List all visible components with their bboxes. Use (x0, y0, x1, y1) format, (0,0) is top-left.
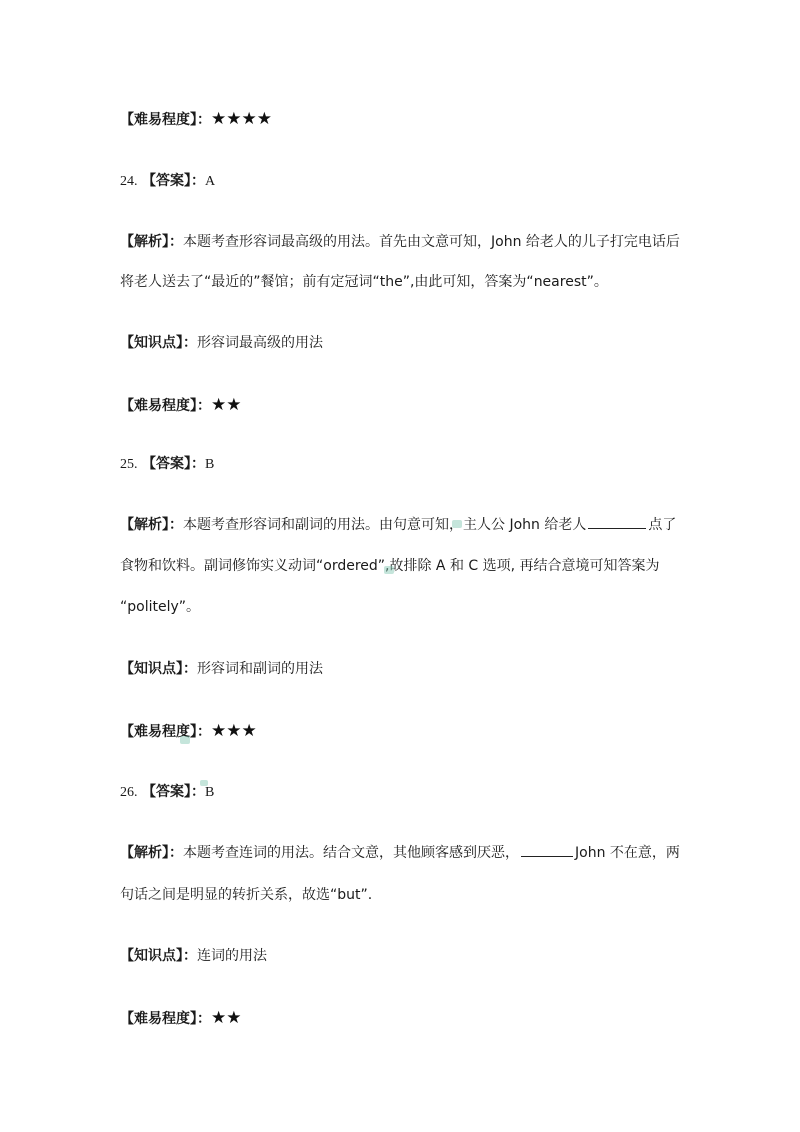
answer-row-24 (120, 170, 215, 192)
question-number: 24. (120, 174, 138, 189)
difficulty-label: 【难易程度】： (120, 1011, 211, 1027)
knowledge-text: 形容词最高级的用法 (197, 335, 323, 351)
analysis-text: 本题考查连词的用法。结合文意，其他顾客感到厌恶， (183, 845, 519, 861)
difficulty-row-26 (120, 1007, 241, 1029)
knowledge-row-26 (120, 945, 267, 967)
analysis-text: 将老人送去了“最近的”餐馆；前有定冠词“the”,由此可知，答案为“nearest”。 (120, 274, 608, 290)
analysis-row-25-1 (120, 514, 676, 536)
answer-value: A (204, 174, 216, 189)
difficulty-label: 【难易程度】： (120, 112, 211, 128)
watermark-mark (200, 780, 208, 786)
analysis-row-26-2 (120, 884, 372, 906)
answer-value: B (204, 785, 215, 800)
knowledge-label: 【知识点】： (120, 661, 197, 677)
knowledge-row-24 (120, 332, 323, 354)
answer-blank (521, 842, 573, 857)
knowledge-row-25 (120, 658, 323, 680)
difficulty-row-24 (120, 394, 241, 416)
analysis-label: 【解析】： (120, 234, 183, 250)
analysis-row-25-3 (120, 596, 200, 618)
difficulty-stars: ★★ (211, 1008, 242, 1028)
watermark-mark (452, 520, 462, 528)
analysis-text: 句话之间是明显的转折关系，故选“but”. (120, 887, 373, 903)
difficulty-label: 【难易程度】： (120, 724, 211, 740)
difficulty-stars: ★★ (211, 395, 242, 415)
analysis-text: 点了 (648, 517, 677, 533)
analysis-text: 食物和饮料。副词修饰实义动词“ordered”,故排除 A 和 C 选项, 再结合意境可知答案为 (120, 558, 660, 574)
answer-label: 【答案】： (141, 456, 205, 472)
analysis-row-24-2 (120, 271, 608, 293)
analysis-text: John 不在意，两 (575, 845, 680, 861)
analysis-text: “politely”。 (120, 599, 201, 615)
knowledge-text: 连词的用法 (197, 948, 267, 964)
difficulty-stars: ★★★★ (211, 109, 272, 129)
analysis-text: 本题考查形容词和副词的用法。由句意可知，主人公 John 给老人 (183, 517, 587, 533)
watermark-mark (384, 566, 394, 574)
answer-label: 【答案】： (141, 173, 205, 189)
analysis-text: 本题考查形容词最高级的用法。首先由文意可知，John 给老人的儿子打完电话后 (183, 234, 680, 250)
answer-blank (588, 514, 646, 529)
difficulty-stars: ★★★ (211, 721, 257, 741)
answer-value: B (204, 457, 215, 472)
difficulty-row (120, 108, 272, 130)
analysis-row-26-1 (120, 842, 680, 864)
question-number: 26. (120, 785, 138, 800)
knowledge-label: 【知识点】： (120, 335, 197, 351)
answer-label: 【答案】： (141, 784, 205, 800)
watermark-mark (180, 736, 190, 744)
analysis-row-24-1 (120, 231, 680, 253)
answer-row-25 (120, 453, 214, 475)
difficulty-label: 【难易程度】： (120, 398, 211, 414)
knowledge-text: 形容词和副词的用法 (197, 661, 323, 677)
analysis-label: 【解析】： (120, 517, 183, 533)
knowledge-label: 【知识点】： (120, 948, 197, 964)
question-number: 25. (120, 457, 138, 472)
analysis-label: 【解析】： (120, 845, 183, 861)
